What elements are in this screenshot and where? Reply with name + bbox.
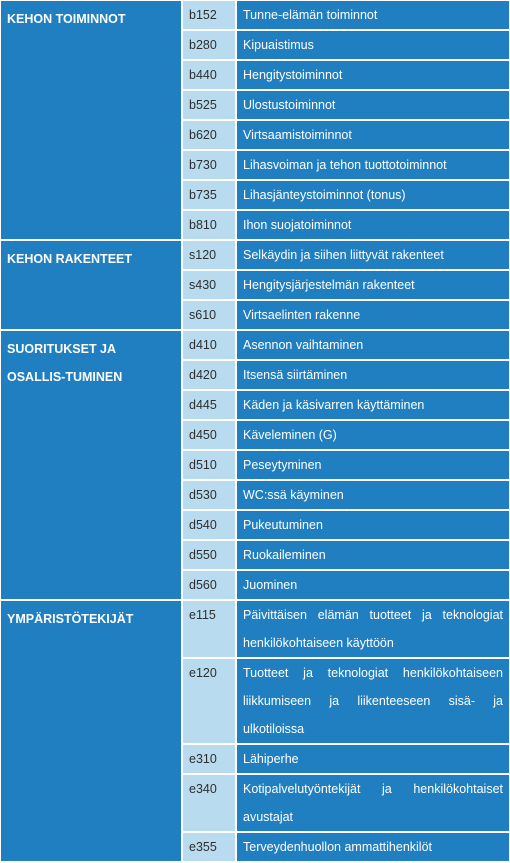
- code-cell: e120: [182, 658, 236, 744]
- description-cell: Lihasjänteystoiminnot (tonus): [236, 180, 509, 210]
- description-cell: Virtsaamistoiminnot: [236, 120, 509, 150]
- code-cell: d560: [182, 570, 236, 600]
- description-cell: Pukeutuminen: [236, 510, 509, 540]
- code-cell: s610: [182, 300, 236, 330]
- category-cell: KEHON TOIMINNOT: [1, 1, 182, 240]
- description-cell: Käden ja käsivarren käyttäminen: [236, 390, 509, 420]
- code-cell: d450: [182, 420, 236, 450]
- description-cell: Lähiperhe: [236, 744, 509, 774]
- description-cell: Hengitystoiminnot: [236, 60, 509, 90]
- code-cell: d410: [182, 330, 236, 360]
- description-cell: Tunne-elämän toiminnot: [236, 1, 509, 30]
- code-cell: d540: [182, 510, 236, 540]
- code-cell: d510: [182, 450, 236, 480]
- category-cell: YMPÄRISTÖTEKIJÄT: [1, 600, 182, 862]
- code-cell: b735: [182, 180, 236, 210]
- code-cell: d445: [182, 390, 236, 420]
- description-cell: WC:ssä käyminen: [236, 480, 509, 510]
- icf-code-table: [1, 1, 509, 863]
- description-cell: Päivittäisen elämän tuotteet ja teknologiat henkilökohtaiseen käyttöön: [236, 600, 509, 658]
- table-row: [1, 240, 509, 270]
- description-cell: Tuotteet ja teknologiat henkilökohtaiseen liikkumiseen ja liikenteeseen sisä- ja ulkotiloissa: [236, 658, 509, 744]
- description-cell: Juominen: [236, 570, 509, 600]
- description-cell: Asennon vaihtaminen: [236, 330, 509, 360]
- code-cell: e355: [182, 832, 236, 862]
- code-cell: b280: [182, 30, 236, 60]
- table-row: [1, 1, 509, 30]
- table-row: [1, 330, 509, 360]
- category-cell: SUORITUKSET JA OSALLIS-TUMINEN: [1, 330, 182, 600]
- description-cell: Lihasvoiman ja tehon tuottotoiminnot: [236, 150, 509, 180]
- description-cell: Käveleminen (G): [236, 420, 509, 450]
- code-cell: b525: [182, 90, 236, 120]
- description-cell: Selkäydin ja siihen liittyvät rakenteet: [236, 240, 509, 270]
- description-cell: Ulostustoiminnot: [236, 90, 509, 120]
- code-cell: b152: [182, 1, 236, 30]
- code-cell: d530: [182, 480, 236, 510]
- description-cell: Virtsaelinten rakenne: [236, 300, 509, 330]
- code-cell: d550: [182, 540, 236, 570]
- code-cell: b620: [182, 120, 236, 150]
- description-cell: Ihon suojatoiminnot: [236, 210, 509, 240]
- code-cell: e115: [182, 600, 236, 658]
- description-cell: Ruokaileminen: [236, 540, 509, 570]
- code-cell: d420: [182, 360, 236, 390]
- code-cell: s120: [182, 240, 236, 270]
- code-cell: b810: [182, 210, 236, 240]
- description-cell: Kotipalvelutyöntekijät ja henkilökohtaiset avustajat: [236, 774, 509, 832]
- code-cell: s430: [182, 270, 236, 300]
- code-cell: b440: [182, 60, 236, 90]
- code-cell: e340: [182, 774, 236, 832]
- category-cell: KEHON RAKENTEET: [1, 240, 182, 330]
- code-cell: e310: [182, 744, 236, 774]
- icf-code-table-body: [1, 1, 509, 862]
- table-row: [1, 600, 509, 658]
- code-cell: b730: [182, 150, 236, 180]
- description-cell: Kipuaistimus: [236, 30, 509, 60]
- description-cell: Itsensä siirtäminen: [236, 360, 509, 390]
- description-cell: Peseytyminen: [236, 450, 509, 480]
- description-cell: Hengitysjärjestelmän rakenteet: [236, 270, 509, 300]
- description-cell: Terveydenhuollon ammattihenkilöt: [236, 832, 509, 862]
